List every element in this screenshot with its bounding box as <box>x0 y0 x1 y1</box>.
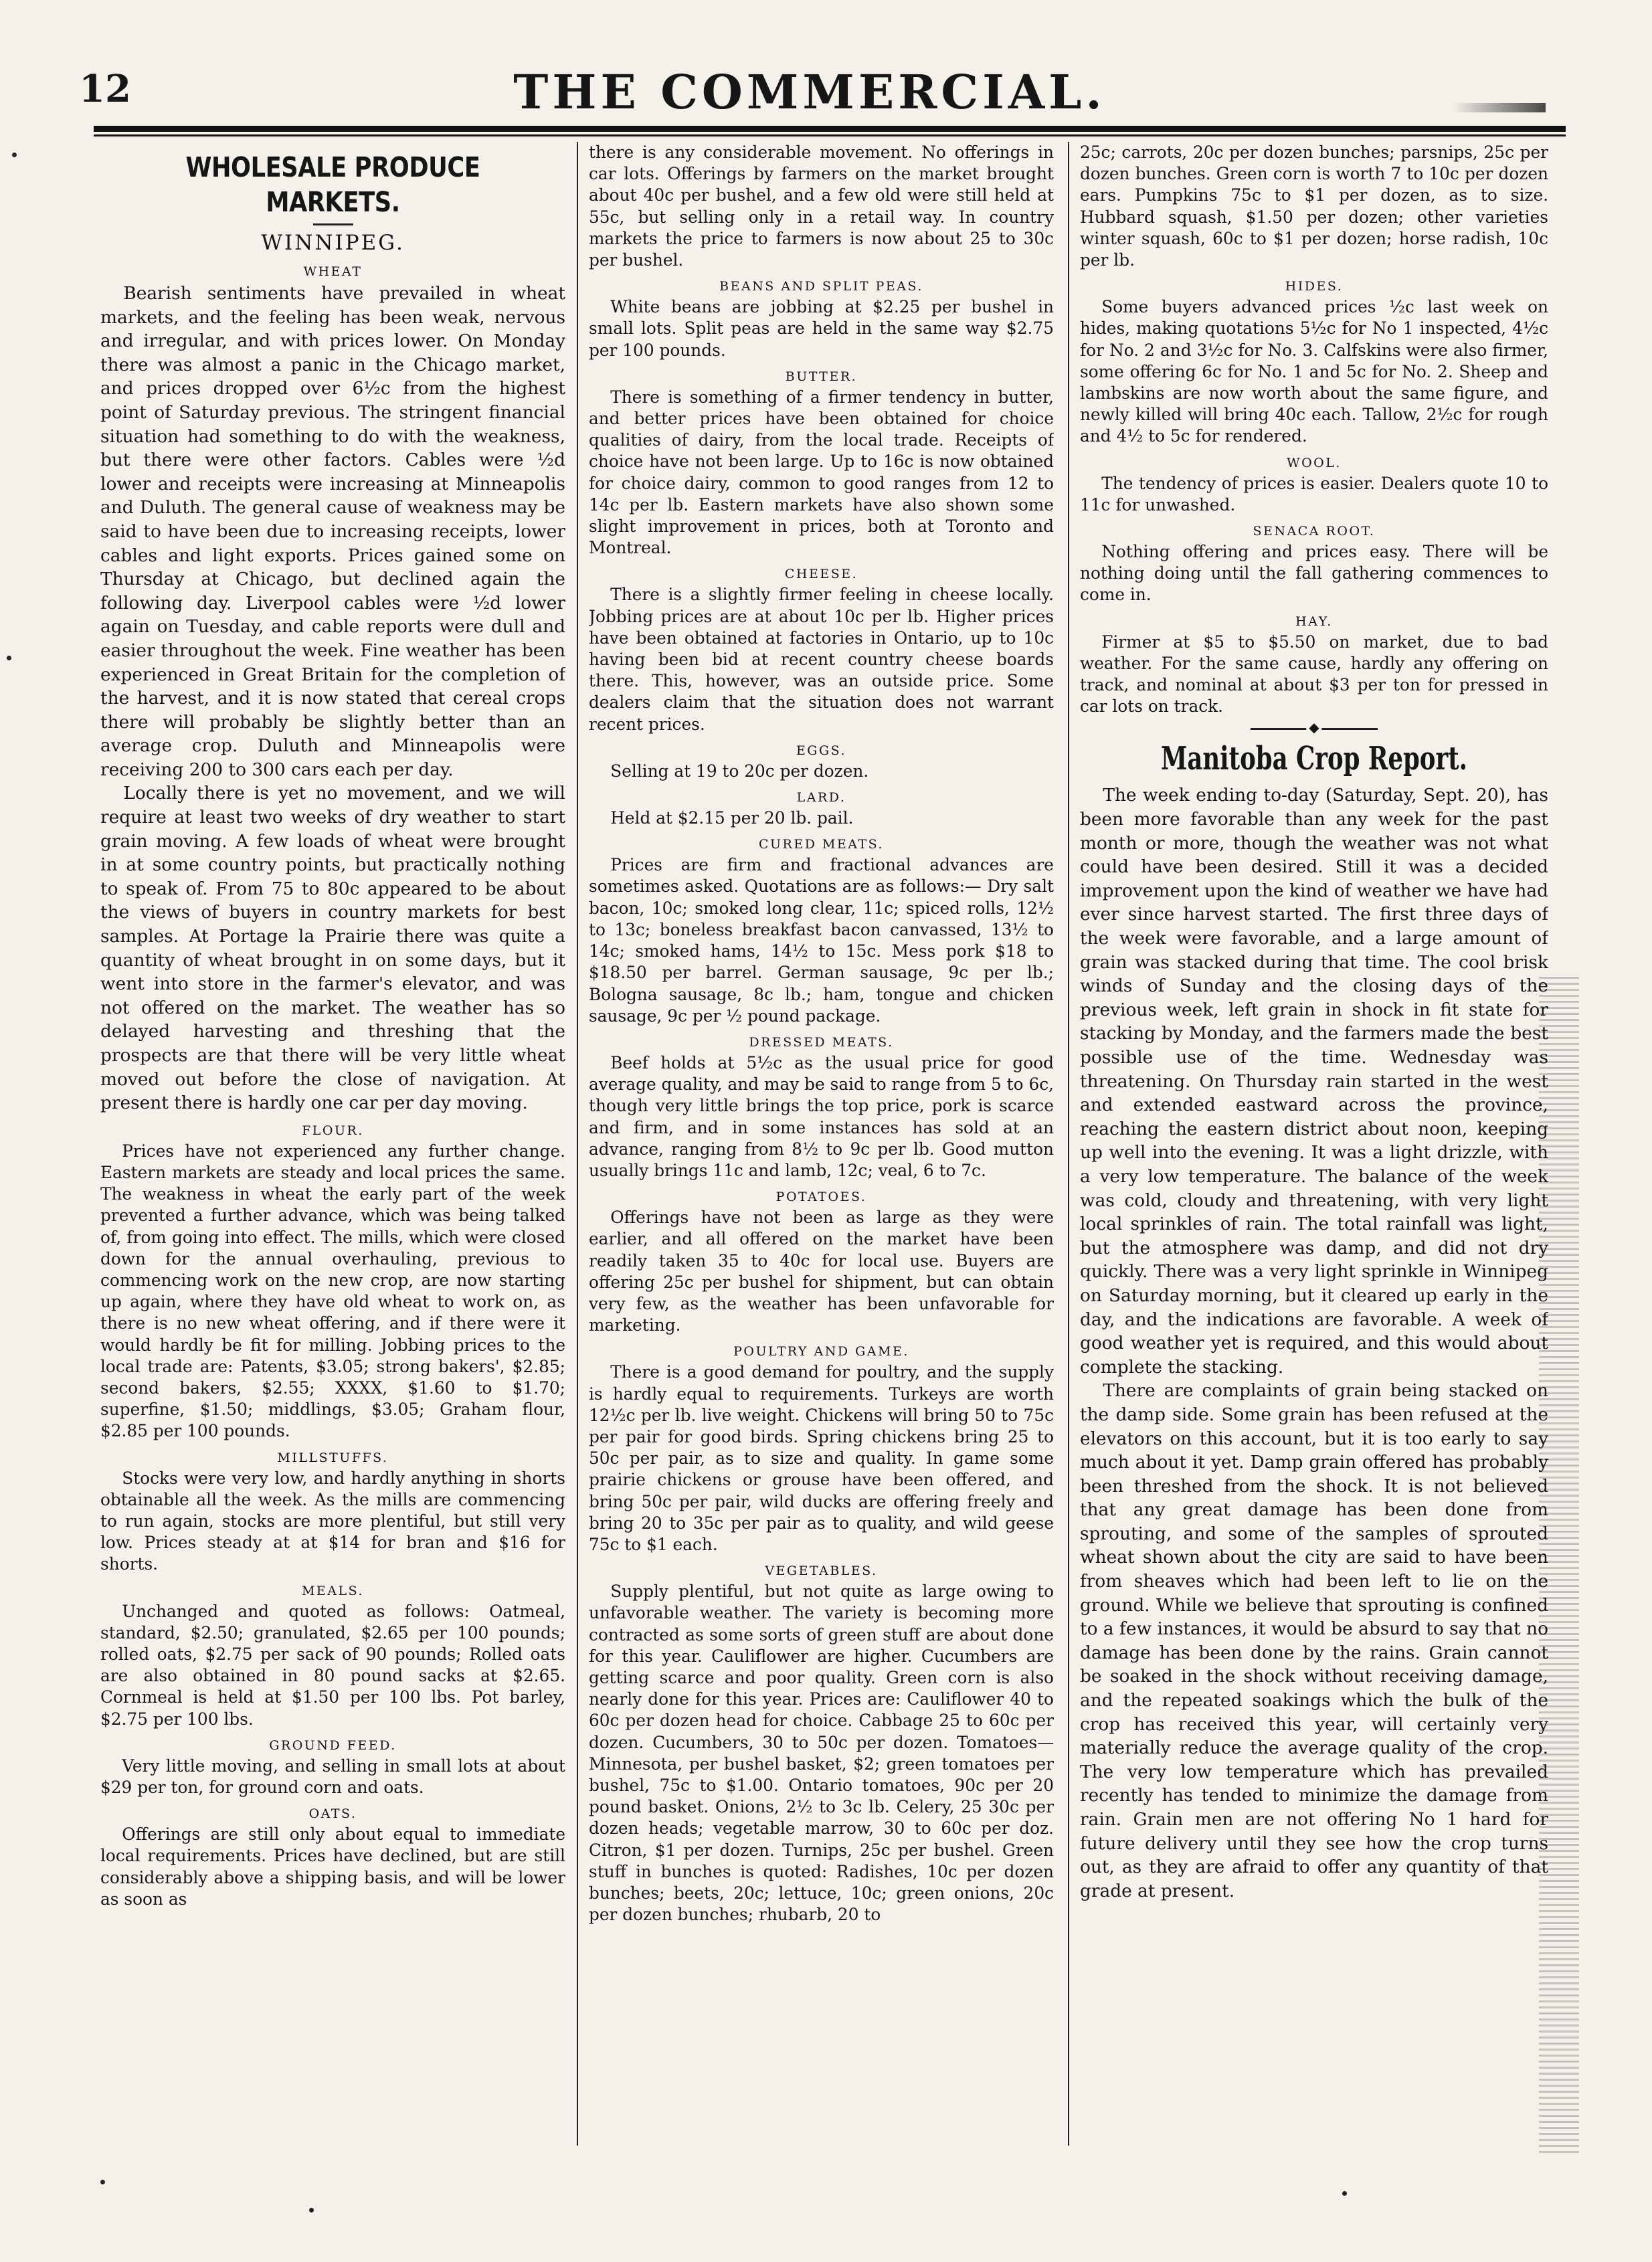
article-heading: Manitoba Crop Report. <box>1161 740 1467 778</box>
paragraph: Prices have not experienced any further change. Eastern markets are steady and local prices the same. The weakness in wheat the early part of the week prevented a further advance, which was being talked of, from going into effect. The mills, which were closed down for the annual overhauling, previous to commencing work on the new crop, are now starting up again, where they have old wheat to work on, as there is no new wheat offering, and if there were it would hardly be fit for milling. Jobbing prices to the local trade are: Patents, $3.05; strong bakers', $2.85; second bakers, $2.55; XXXX, $1.60 to $1.70; superfine, $1.50; middlings, $3.05; Graham flour, $2.85 per 100 pounds. <box>100 1141 565 1441</box>
section-heading-ground-feed: GROUND FEED. <box>269 1737 397 1753</box>
article-heading: WHOLESALE PRODUCE MARKETS. <box>185 151 480 218</box>
paragraph: Prices are firm and fractional advances are sometimes asked. Quotations are as follows:— Dry salt bacon, 10c; smoked long clear, 11c; spiced rolls, 12½ to 13c; boneless breakfast bacon canvassed, 13½ to 14c; smoked hams, 14½ to 15c. Mess pork $18 to $18.50 per barrel. German sausage, 9c per lb.; Bologna sausage, 8c lb.; ham, tongue and chicken sausage, 9c per ½ pound package. <box>589 855 1054 1026</box>
paragraph: The week ending to-day (Saturday, Sept. 20), has been more favorable than any week for the past month or more, though the weather was not what could have been desired. Still it was a decided improvement upon the kind of weather we have had ever since harvest started. The first three days of the week were favorable, and a large amount of grain was stacked during that time. The cool brisk winds of Sunday and the closing days of the previous week, left grain in shock in fit state for stacking by Monday, and the farmers made the best possible use of the time. Wednesday was threatening. On Thursday rain started in the west and extended eastward across the province, reaching the eastern district about noon, keeping up well into the evening. It was a light drizzle, with a very low temperature. The balance of the week was cold, cloudy and threatening, with very light local sprinkles of rain. The total rainfall was light, but the atmosphere was damp, and did not dry quickly. There was a very light sprinkle in Winnipeg on Saturday morning, but it cleared up early in the day, and the indications are favorable. A week of good weather yet is required, and this would about complete the stacking. <box>1080 785 1548 1378</box>
paragraph: Very little moving, and selling in small lots at about $29 per ton, for ground corn and oats. <box>100 1756 565 1798</box>
column-divider <box>577 142 578 2146</box>
masthead-rule-thin <box>94 134 1566 136</box>
section-heading-eggs: EGGS. <box>796 743 847 758</box>
scan-speck <box>12 153 17 157</box>
paragraph: The tendency of prices is easier. Dealers quote 10 to 11c for unwashed. <box>1080 473 1548 514</box>
page-number: 12 <box>79 67 131 111</box>
paragraph: Selling at 19 to 20c per dozen. <box>610 761 869 781</box>
paper-title: THE COMMERCIAL. <box>513 64 1106 120</box>
heading-rule <box>313 223 353 225</box>
paragraph: Supply plentiful, but not quite as large owing to unfavorable weather. The variety is becoming more contracted as some sorts of green stuff are about done for this year. Cauliflower are higher. Cucumbers are getting scarce and poor quality. Green corn is also nearly done for this year. Prices are: Cauliflower 40 to 60c per dozen head for choice. Cabbage 25 to 60c per dozen. Cucumbers, 30 to 50c per dozen. Tomatoes—Minnesota, per bushel basket, $2; green tomatoes per bushel, 75c to $1.00. Ontario tomatoes, 90c per 20 pound basket. Onions, 2½ to 3c lb. Celery, 25 30c per dozen heads; vegetable marrow, 30 to 60c per doz. Citron, $1 per dozen. Turnips, 25c per bushel. Green stuff in bunches is quoted: Radishes, 10c per dozen bunches; beets, 20c; lettuce, 10c; green onions, 20c per dozen bunches; rhubarb, 20 to <box>589 1582 1054 1925</box>
paragraph-continued: there is any considerable movement. No offerings in car lots. Offerings by farmers on the market brought about 40c per bushel, and a few old were still held at 55c, but selling only in a retail way. In country markets the price to farmers is now about 25 to 30c per bushel. <box>589 143 1054 270</box>
section-heading-lard: LARD. <box>796 790 846 806</box>
paragraph: Offerings are still only about equal to immediate local requirements. Prices have declined, but are still considerably above a shipping basis, and will be lower as soon as <box>100 1824 565 1909</box>
paragraph: Offerings have not been as large as they were earlier, and all offered on the market have been readily taken 35 to 40c for local use. Buyers are offering 25c per bushel for shipment, but can obtain very few, as the weather has been unfavorable for marketing. <box>589 1208 1054 1335</box>
scan-speck <box>309 2208 314 2212</box>
section-heading-hides: HIDES. <box>1285 279 1344 294</box>
scan-edge-noise <box>1539 977 1579 2154</box>
section-heading-oats: OATS. <box>308 1806 357 1822</box>
section-heading-potatoes: POTATOES. <box>775 1190 867 1205</box>
section-heading-cured-meats: CURED MEATS. <box>758 837 885 852</box>
scan-speck <box>1342 2191 1347 2196</box>
column-3 <box>1080 142 1548 2146</box>
scan-speck <box>7 656 11 660</box>
paragraph: Firmer at $5 to $5.50 on market, due to bad weather. For the same cause, hardly any offering on track, and nominal at about $3 per ton for pressed in car lots on track. <box>1080 632 1548 717</box>
section-heading-poultry: POULTRY AND GAME. <box>733 1344 909 1359</box>
section-heading-vegetables: VEGETABLES. <box>765 1564 878 1579</box>
section-heading-meals: MEALS. <box>301 1583 365 1598</box>
paragraph: Locally there is yet no movement, and we will require at least two weeks of dry weather to start grain moving. A few loads of wheat were brought in at some country points, but practically nothing to speak of. From 75 to 80c appeared to be about the views of buyers in country markets for best samples. At Portage la Prairie there was quite a quantity of wheat brought in on some days, but it went into store in the farmer's elevator, and was not offered on the market. The weather has so delayed harvesting and threshing that the prospects are that there will be very little wheat moved out before the close of navigation. At present there is hardly one car per day moving. <box>100 783 565 1114</box>
paragraph: There is a good demand for poultry, and the supply is hardly equal to requirements. Turkeys are worth 12½c per lb. live weight. Chickens will bring 50 to 75c per pair for good birds. Spring chickens bring 25 to 50c per pair, as to size and quality. In game some prairie chickens or grouse have been offered, and bring 50c per pair, wild ducks are offering freely and bring 20 to 35c per pair as to quality, and wild geese 75c to $1 each. <box>589 1362 1054 1554</box>
paragraph: There are complaints of grain being stacked on the damp side. Some grain has been refused at the elevators on this account, but it is too early to say much about it yet. Damp grain offered has probably been threshed from the shock. It is not believed that any great damage has been done from sprouting, and some of the samples of sprouted wheat shown about the city are said to have been from sheaves which had been left to lie on the ground. While we believe that sprouting is confined to a few instances, it would be absurd to say that no damage has been done by the rains. Grain cannot be soaked in the shock without receiving damage, and the repeated soakings which the bulk of the crop has received this year, will certainly very materially reduce the average quality of the crop. The very low temperature which has prevailed recently has tended to minimize the damage from rain. Grain men are not offering No 1 hard for future delivery until they see how the crop turns out, as they are afraid to offer any quantity of that grade at present. <box>1080 1380 1548 1901</box>
paragraph: Held at $2.15 per 20 lb. pail. <box>610 808 854 828</box>
masthead <box>54 62 1566 135</box>
city-heading: WINNIPEG. <box>261 231 405 255</box>
section-heading-butter: BUTTER. <box>785 369 858 384</box>
section-heading-flour: FLOUR. <box>302 1123 364 1138</box>
section-heading-senaca-root: SENACA ROOT. <box>1253 524 1376 539</box>
section-heading-wheat: WHEAT <box>303 264 363 279</box>
section-heading-beans: BEANS AND SPLIT PEAS. <box>719 279 923 294</box>
paragraph: White beans are jobbing at $2.25 per bushel in small lots. Split peas are held in the same way $2.75 per 100 pounds. <box>589 297 1054 360</box>
paragraph: Unchanged and quoted as follows: Oatmeal, standard, $2.50; granulated, $2.65 per 100 pounds; rolled oats, $2.75 per sack of 90 pounds; Rolled oats are also obtained in 80 pound sacks at $2.65. Cornmeal is held at $1.50 per 100 lbs. Pot barley, $2.75 per 100 lbs. <box>100 1601 565 1729</box>
section-heading-millstuffs: MILLSTUFFS. <box>277 1450 389 1465</box>
scan-speck <box>100 2180 105 2184</box>
column-1 <box>100 142 565 2146</box>
ornament-divider <box>1251 728 1378 730</box>
paragraph: Bearish sentiments have prevailed in wheat markets, and the feeling has been weak, nervous and irregular, and with prices lower. On Monday there was almost a panic in the Chicago market, and prices dropped over 6½c from the highest point of Saturday previous. The stringent financial situation had something to do with the weakness, but there were other factors. Cables were ½d lower and receipts were increasing at Minneapolis and Duluth. The general cause of weakness may be said to have been due to increasing receipts, lower cables and light exports. Prices gained some on Thursday at Chicago, but declined again the following day. Liverpool cables were ½d lower again on Tuesday, and cable reports were dull and easier throughout the week. Fine weather has been experienced in Great Britain for the completion of the harvest, and it is now stated that cereal crops there will probably be slightly better than an average crop. Duluth and Minneapolis were receiving 200 to 300 cars each per day. <box>100 283 565 780</box>
paragraph: There is a slightly firmer feeling in cheese locally. Jobbing prices are at about 10c per lb. Higher prices have been obtained at factories in Ontario, up to 10c having been bid at recent country cheese boards there. This, however, was an outside price. Some dealers claim that the situation does not warrant recent prices. <box>589 585 1054 734</box>
paragraph: There is something of a firmer tendency in butter, and better prices have been obtained for choice qualities of dairy, from the local trade. Receipts of choice have not been large. Up to 16c is now obtained for choice dairy, common to good ranges from 12 to 14c per lb. Eastern markets have also shown some slight improvement in prices, both at Toronto and Montreal. <box>589 387 1054 558</box>
paragraph: Beef holds at 5½c as the usual price for good average quality, and may be said to range from 5 to 6c, though very little brings the top price, pork is scarce and firm, and in some instances has sold at an advance, ranging from 8½ to 9c per lb. Good mutton usually brings 11c and lamb, 12c; veal, 6 to 7c. <box>589 1052 1054 1180</box>
section-heading-dressed-meats: DRESSED MEATS. <box>749 1034 894 1050</box>
paragraph: Stocks were very low, and hardly anything in shorts obtainable all the week. As the mills are commencing to run again, stocks are more plentiful, but still very low. Prices steady at at $14 for bran and $16 for shorts. <box>100 1468 565 1574</box>
ink-smudge <box>1452 103 1546 112</box>
column-2 <box>589 142 1054 2146</box>
paragraph-continued: 25c; carrots, 20c per dozen bunches; parsnips, 25c per dozen bunches. Green corn is worth 7 to 10c per dozen ears. Pumpkins 75c to $1 per dozen, as to size. Hubbard squash, $1.50 per dozen; other varieties winter squash, 60c to $1 per dozen; horse radish, 10c per lb. <box>1080 143 1548 270</box>
section-heading-cheese: CHEESE. <box>784 567 858 582</box>
column-divider <box>1068 142 1069 2146</box>
section-heading-hay: HAY. <box>1295 614 1333 629</box>
masthead-rule-thick <box>94 126 1566 132</box>
section-heading-wool: WOOL. <box>1287 455 1342 470</box>
paragraph: Some buyers advanced prices ½c last week on hides, making quotations 5½c for No 1 inspected, 4½c for No. 2 and 3½c for No. 3. Calfskins were also firmer, some offering 6c for No. 1 and 5c for No. 2. Sheep and lambskins are now worth about the same figure, and newly killed will bring 40c each. Tallow, 2½c for rough and 4½ to 5c for rendered. <box>1080 297 1548 446</box>
paragraph: Nothing offering and prices easy. There will be nothing doing until the fall gathering commences to come in. <box>1080 542 1548 605</box>
